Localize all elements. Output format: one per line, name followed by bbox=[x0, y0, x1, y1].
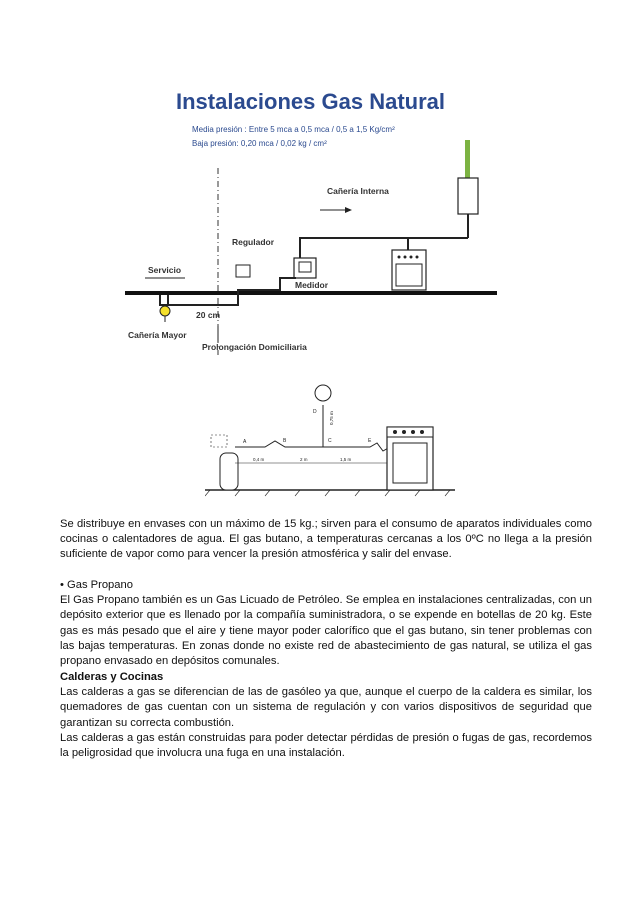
sketch-hatch bbox=[415, 490, 420, 496]
prolongacion-label: Prolongación Domiciliaria bbox=[202, 342, 307, 352]
cylinder-shadow bbox=[211, 435, 227, 447]
gas-meter bbox=[294, 258, 316, 278]
section-propano bbox=[60, 578, 592, 669]
label-b: B bbox=[283, 438, 287, 444]
stove-knob bbox=[410, 256, 413, 259]
sketch-hatch bbox=[325, 490, 330, 496]
label-c: C bbox=[328, 438, 332, 444]
dim-075: 0,75 m bbox=[329, 411, 334, 425]
gas-propano-sketch bbox=[205, 375, 455, 500]
regulador-label: Regulador bbox=[232, 237, 275, 247]
medidor-label: Medidor bbox=[295, 280, 329, 290]
servicio-label: Servicio bbox=[148, 265, 182, 275]
sketch-hatch bbox=[385, 490, 390, 496]
caneria-mayor-label: Cañería Mayor bbox=[128, 330, 187, 340]
media-presion-text: Media presión : Entre 5 mca a 0,5 mca / 0,5 a 1,5 Kg/cm² bbox=[192, 125, 395, 134]
paragraph-3: Las calderas a gas se diferencian de las de gasóleo ya que, aunque el cuerpo de la caldera es similar, los quemadores de gas cuentan con un sistema de regulación y con varios dispositivos de seguridad que garantizan su correcta combustión. bbox=[60, 686, 592, 729]
sketch-knob bbox=[393, 430, 397, 434]
label-e: E bbox=[368, 438, 372, 444]
gas-cylinder bbox=[220, 453, 238, 490]
ground-line bbox=[125, 291, 497, 295]
sketch-hatch bbox=[295, 490, 300, 496]
interna-arrow-head bbox=[345, 207, 352, 213]
label-d: D bbox=[313, 409, 317, 415]
20cm-label: 20 cm bbox=[196, 310, 221, 320]
dim-04: 0,4 m bbox=[253, 457, 265, 462]
paragraph-2: El Gas Propano también es un Gas Licuado de Petróleo. Se emplea en instalaciones centralizadas, con un depósito exterior que es llenado por la compañía suministradora, o se expende en botellas de 20 kg. Este gas es más pesado que el aire y tiene mayor poder calorífico que el gas butano, sin tener problemas con las bajas temperaturas. En zonas donde no existe red de abastecimiento de gas natural, se utiliza el gas propano envasado en depósitos comunales. bbox=[60, 594, 592, 668]
section-calderas bbox=[60, 670, 592, 761]
propano-heading: • Gas Propano bbox=[60, 579, 133, 591]
paragraph-4: Las calderas a gas están construidas para poder detectar pérdidas de presión o fugas de gas, recordemos la peligrosidad que involucra una fuga en una instalación. bbox=[60, 731, 592, 760]
internal-pipe bbox=[300, 238, 468, 260]
sketch-hatch bbox=[445, 490, 450, 496]
sketch-knob bbox=[420, 430, 424, 434]
stove bbox=[392, 250, 426, 290]
stove-knob bbox=[416, 256, 419, 259]
green-pipe bbox=[465, 140, 470, 178]
sketch-hatch bbox=[205, 490, 210, 496]
baja-presion-text: Baja presión: 0,20 mca / 0,02 kg / cm² bbox=[192, 139, 327, 148]
stove-knob bbox=[404, 256, 407, 259]
sketch-hatch bbox=[235, 490, 240, 496]
dim-15: 1,5 m bbox=[340, 457, 352, 462]
sketch-meter bbox=[315, 385, 331, 401]
dim-2: 2 m bbox=[300, 457, 308, 462]
sketch-hatch bbox=[265, 490, 270, 496]
main-pipe-ball bbox=[160, 306, 170, 316]
water-heater bbox=[458, 178, 478, 214]
caneria-interna-label: Cañería Interna bbox=[327, 186, 389, 196]
gas-natural-diagram bbox=[110, 80, 510, 355]
calderas-heading: Calderas y Cocinas bbox=[60, 671, 164, 683]
diagram-title: Instalaciones Gas Natural bbox=[176, 89, 445, 114]
sketch-knob bbox=[411, 430, 415, 434]
label-a: A bbox=[243, 439, 247, 445]
sketch-hatch bbox=[355, 490, 360, 496]
paragraph-1: Se distribuye en envases con un máximo de 15 kg.; sirven para el consumo de aparatos individuales como cocinas o calentadores de agua. El gas butano, a temperaturas cercanas a los 0ºC no llega a la presión suficiente de vapor como para vencer la presión atmosférica y salir del envase. bbox=[60, 518, 592, 561]
regulator bbox=[236, 265, 250, 277]
paragraph-butano bbox=[60, 517, 592, 563]
sketch-knob bbox=[402, 430, 406, 434]
stove-knob bbox=[398, 256, 401, 259]
